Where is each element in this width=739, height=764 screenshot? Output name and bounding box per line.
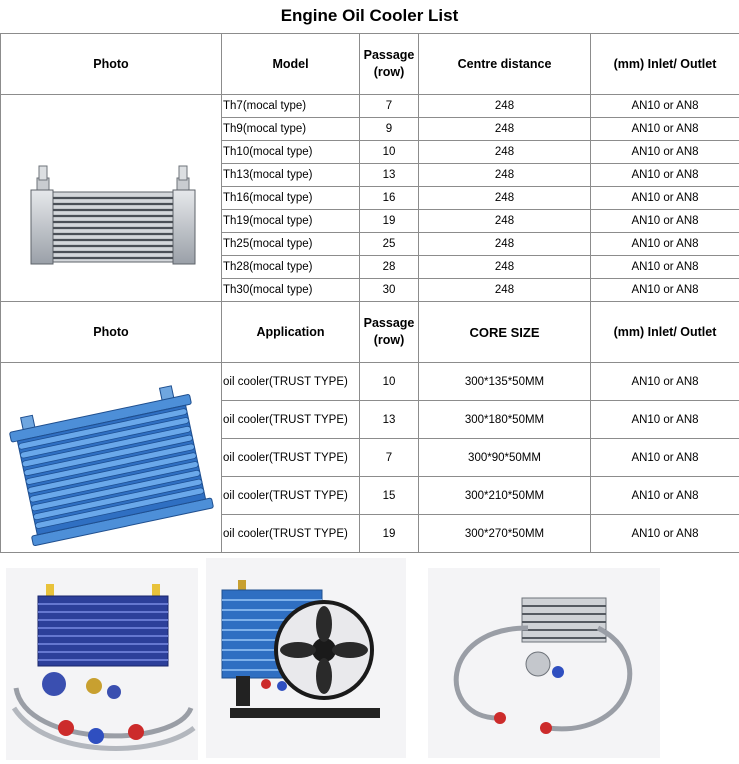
model-cell: Th28(mocal type) <box>222 256 360 279</box>
blue-cooler-kit-with-hoses-image <box>6 568 198 760</box>
silver-oil-cooler-image <box>1 95 222 302</box>
passage-cell: 7 <box>360 95 419 118</box>
passage-header-line2: (row) <box>373 333 405 347</box>
inlet-cell: AN10 or AN8 <box>591 279 739 302</box>
passage-cell: 15 <box>360 477 419 515</box>
passage-cell: 25 <box>360 233 419 256</box>
passage-header <box>360 34 419 95</box>
application-cell: oil cooler(TRUST TYPE) <box>222 363 360 401</box>
inlet-cell: AN10 or AN8 <box>591 141 739 164</box>
section1-header-row <box>1 34 739 95</box>
inlet-cell: AN10 or AN8 <box>591 515 739 553</box>
silver-oil-cooler-icon <box>9 118 214 278</box>
inlet-cell: AN10 or AN8 <box>591 256 739 279</box>
page-title: Engine Oil Cooler List <box>280 6 459 25</box>
model-cell: Th16(mocal type) <box>222 187 360 210</box>
oil-cooler-table <box>0 33 739 553</box>
centre-cell: 248 <box>419 141 591 164</box>
application-cell: oil cooler(TRUST TYPE) <box>222 401 360 439</box>
inlet-cell: AN10 or AN8 <box>591 401 739 439</box>
core-size-cell: 300*210*50MM <box>419 477 591 515</box>
passage-cell: 13 <box>360 401 419 439</box>
passage-cell: 13 <box>360 164 419 187</box>
table-row <box>1 363 739 401</box>
passage-cell: 28 <box>360 256 419 279</box>
silver-cooler-kit-with-hoses-image <box>428 568 660 758</box>
core-size-cell: 300*135*50MM <box>419 363 591 401</box>
core-size-cell: 300*180*50MM <box>419 401 591 439</box>
passage-cell: 9 <box>360 118 419 141</box>
model-cell: Th7(mocal type) <box>222 95 360 118</box>
passage-header-line1: Passage <box>363 48 415 62</box>
passage-cell: 10 <box>360 141 419 164</box>
model-cell: Th9(mocal type) <box>222 118 360 141</box>
inlet-cell: AN10 or AN8 <box>591 363 739 401</box>
model-cell: Th19(mocal type) <box>222 210 360 233</box>
centre-distance-header: Centre distance <box>419 34 591 95</box>
passage-cell: 7 <box>360 439 419 477</box>
centre-cell: 248 <box>419 210 591 233</box>
application-header: Application <box>222 302 360 363</box>
model-cell: Th25(mocal type) <box>222 233 360 256</box>
inlet-outlet-header: (mm) Inlet/ Outlet <box>591 34 739 95</box>
photo-header: Photo <box>1 34 222 95</box>
blue-oil-cooler-image <box>1 363 222 553</box>
blue-oil-cooler-icon <box>4 368 219 548</box>
inlet-cell: AN10 or AN8 <box>591 118 739 141</box>
centre-cell: 248 <box>419 233 591 256</box>
centre-cell: 248 <box>419 95 591 118</box>
centre-cell: 248 <box>419 256 591 279</box>
table-row <box>1 95 739 118</box>
inlet-cell: AN10 or AN8 <box>591 233 739 256</box>
model-cell: Th13(mocal type) <box>222 164 360 187</box>
passage-cell: 19 <box>360 210 419 233</box>
passage-header-line2: (row) <box>373 65 405 79</box>
model-header: Model <box>222 34 360 95</box>
photo-header: Photo <box>1 302 222 363</box>
inlet-cell: AN10 or AN8 <box>591 95 739 118</box>
passage-cell: 16 <box>360 187 419 210</box>
application-cell: oil cooler(TRUST TYPE) <box>222 439 360 477</box>
model-cell: Th30(mocal type) <box>222 279 360 302</box>
inlet-cell: AN10 or AN8 <box>591 439 739 477</box>
passage-header <box>360 302 419 363</box>
passage-cell: 19 <box>360 515 419 553</box>
passage-cell: 10 <box>360 363 419 401</box>
blue-cooler-with-fan-kit-image <box>206 558 406 758</box>
section2-header-row <box>1 302 739 363</box>
inlet-cell: AN10 or AN8 <box>591 477 739 515</box>
model-cell: Th10(mocal type) <box>222 141 360 164</box>
passage-cell: 30 <box>360 279 419 302</box>
core-size-cell: 300*270*50MM <box>419 515 591 553</box>
application-cell: oil cooler(TRUST TYPE) <box>222 477 360 515</box>
centre-cell: 248 <box>419 118 591 141</box>
inlet-cell: AN10 or AN8 <box>591 210 739 233</box>
centre-cell: 248 <box>419 279 591 302</box>
centre-cell: 248 <box>419 164 591 187</box>
inlet-cell: AN10 or AN8 <box>591 187 739 210</box>
application-cell: oil cooler(TRUST TYPE) <box>222 515 360 553</box>
inlet-outlet-header: (mm) Inlet/ Outlet <box>591 302 739 363</box>
bottom-photo-strip <box>0 558 739 764</box>
core-size-header: CORE SIZE <box>419 302 591 363</box>
centre-cell: 248 <box>419 187 591 210</box>
core-size-cell: 300*90*50MM <box>419 439 591 477</box>
inlet-cell: AN10 or AN8 <box>591 164 739 187</box>
passage-header-line1: Passage <box>363 316 415 330</box>
